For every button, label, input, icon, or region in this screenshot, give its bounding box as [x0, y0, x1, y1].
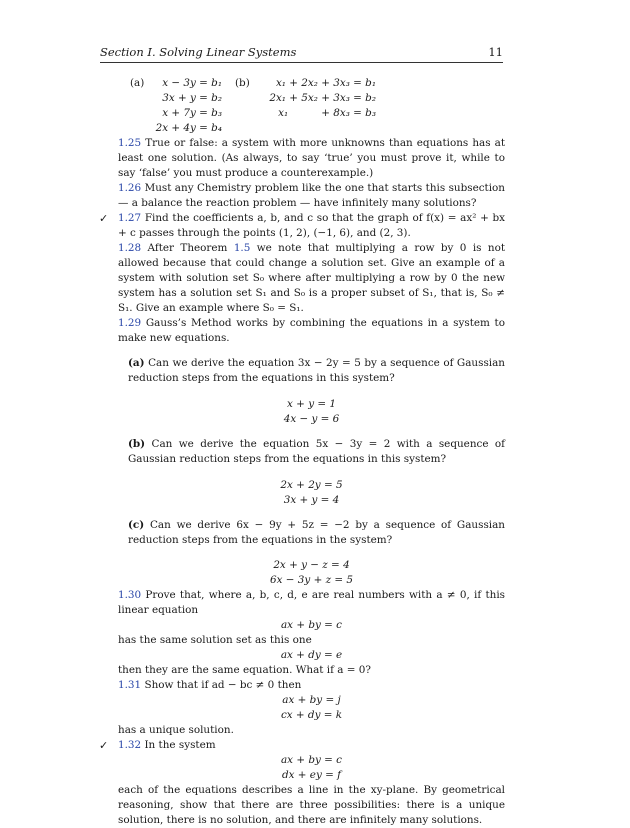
- system-b-line: x₁ + 8x₃ = b₃: [278, 107, 376, 119]
- equation-system: [118, 753, 505, 783]
- exercise-text: Find the coefficients a, b, and c so that the graph of f(x) = ax² + bx + c passes through the points (1, 2), (−1, 6), and (2, 3).: [118, 212, 505, 239]
- page-body: [99, 76, 506, 828]
- exercise-text: has a unique solution.: [118, 724, 234, 737]
- equation-system: [118, 693, 505, 723]
- systems-ab: [130, 76, 505, 136]
- system-b-line: x₁ + 2x₂ + 3x₃ = b₁: [275, 77, 376, 89]
- exercise-text-before: After Theorem: [147, 242, 234, 254]
- part-label: (a): [128, 357, 145, 370]
- exercise-number[interactable]: 1.30: [118, 589, 142, 602]
- part-text: Can we derive the equation 3x − 2y = 5 by a sequence of Gaussian reduction steps from the equations in this system?: [128, 357, 505, 385]
- part-text: Can we derive the equation 5x − 3y = 2 with a sequence of Gaussian reduction steps from the equations in this system?: [128, 438, 505, 466]
- exercise-number[interactable]: 1.26: [118, 182, 142, 194]
- equation-line: dx + ey = f: [281, 769, 341, 782]
- exercise-text: Gauss’s Method works by combining the equations in a system to make new equations.: [118, 317, 505, 344]
- equation-system: [118, 558, 505, 588]
- page-number: 11: [488, 45, 503, 59]
- running-header: [100, 44, 503, 63]
- exercise-1-27: [99, 211, 505, 241]
- exercise-number[interactable]: 1.27: [118, 212, 142, 224]
- exercise-1-32: [99, 738, 505, 753]
- equation: ax + by = c: [280, 619, 343, 632]
- checkmark-icon: ✓: [99, 212, 109, 225]
- equation-line: 6x − 3y + z = 5: [270, 574, 353, 587]
- checkmark-icon: ✓: [99, 739, 109, 753]
- theorem-link[interactable]: 1.5: [233, 242, 251, 254]
- equation-line: 2x + 2y = 5: [280, 478, 343, 491]
- system-a-line: 2x + 4y = b₄: [155, 122, 222, 134]
- system-b-line: 2x₁ + 5x₂ + 3x₃ = b₂: [269, 92, 376, 104]
- exercise-number[interactable]: 1.31: [118, 679, 142, 692]
- equation-line: cx + dy = k: [280, 709, 343, 722]
- equation-line: 2x + y − z = 4: [273, 559, 350, 572]
- label-b: (b): [235, 77, 250, 89]
- exercise-1-31: [118, 678, 505, 693]
- exercise-number[interactable]: 1.29: [118, 317, 142, 329]
- exercise-text: In the system: [144, 739, 216, 752]
- section-title: Section I. Solving Linear Systems: [100, 45, 297, 59]
- equation-line: 3x + y = 4: [283, 493, 340, 506]
- exercise-1-28: [118, 241, 505, 316]
- exercise-1-29: [118, 316, 505, 346]
- equation-line: ax + by = c: [280, 754, 343, 767]
- exercise-text: each of the equations describes a line in the xy-plane. By geometrical reasoning, show that there are three possibilities: there is a unique solution, there is no solution, and there are infinitely many solutions.: [118, 784, 505, 827]
- exercise-text: has the same solution set as this one: [118, 634, 312, 647]
- system-a-line: 3x + y = b₂: [162, 92, 222, 104]
- system-b: [258, 76, 376, 121]
- exercise-1-26: [118, 181, 505, 211]
- exercise-text: Prove that, where a, b, c, d, e are real numbers with a ≠ 0, if this linear equation: [118, 589, 505, 617]
- part-c: [128, 518, 505, 548]
- system-a-line: x + 7y = b₃: [162, 107, 222, 119]
- equation-line: 4x − y = 6: [283, 412, 340, 425]
- part-label: (c): [128, 518, 145, 531]
- exercise-number[interactable]: 1.28: [118, 242, 142, 254]
- system-a: [152, 76, 222, 136]
- exercise-text: Must any Chemistry problem like the one that starts this subsection — a balance the reaction problem — have infinitely many solutions?: [118, 182, 505, 209]
- system-a-line: x − 3y = b₁: [162, 77, 222, 89]
- exercise-text: then they are the same equation. What if a = 0?: [118, 664, 371, 677]
- exercise-number[interactable]: 1.32: [118, 739, 142, 752]
- part-b: [128, 437, 505, 467]
- part-a: [128, 356, 505, 386]
- exercise-text: True or false: a system with more unknowns than equations has at least one solution. (As always, to say ‘true’ you must prove it, while to say ‘false’ you must produce a counterexample.): [118, 137, 505, 179]
- equation: ax + dy = e: [280, 649, 343, 662]
- part-label: (b): [128, 438, 146, 451]
- label-a: (a): [130, 77, 145, 89]
- equation-line: x + y = 1: [287, 397, 336, 410]
- equation-line: ax + by = j: [282, 694, 341, 707]
- exercise-text-after: we note that multiplying a row by 0 is not allowed because that could change a solution set. Give an example of a system with solution set S₀ where after multiplying a row by 0 the new system has a solution set S₁ and S₀ is a proper subset of S₁, that is, S₀ ≠ S₁. Give an example where S₀ = S₁.: [118, 242, 506, 314]
- exercise-number[interactable]: 1.25: [118, 137, 142, 149]
- exercise-text: Show that if ad − bc ≠ 0 then: [144, 679, 302, 692]
- exercise-1-25: [118, 136, 505, 181]
- equation-system: [118, 478, 505, 508]
- part-text: Can we derive 6x − 9y + 5z = −2 by a sequence of Gaussian reduction steps from the equations in the system?: [128, 518, 505, 546]
- exercise-1-30: [118, 588, 505, 618]
- equation-system: [118, 397, 505, 427]
